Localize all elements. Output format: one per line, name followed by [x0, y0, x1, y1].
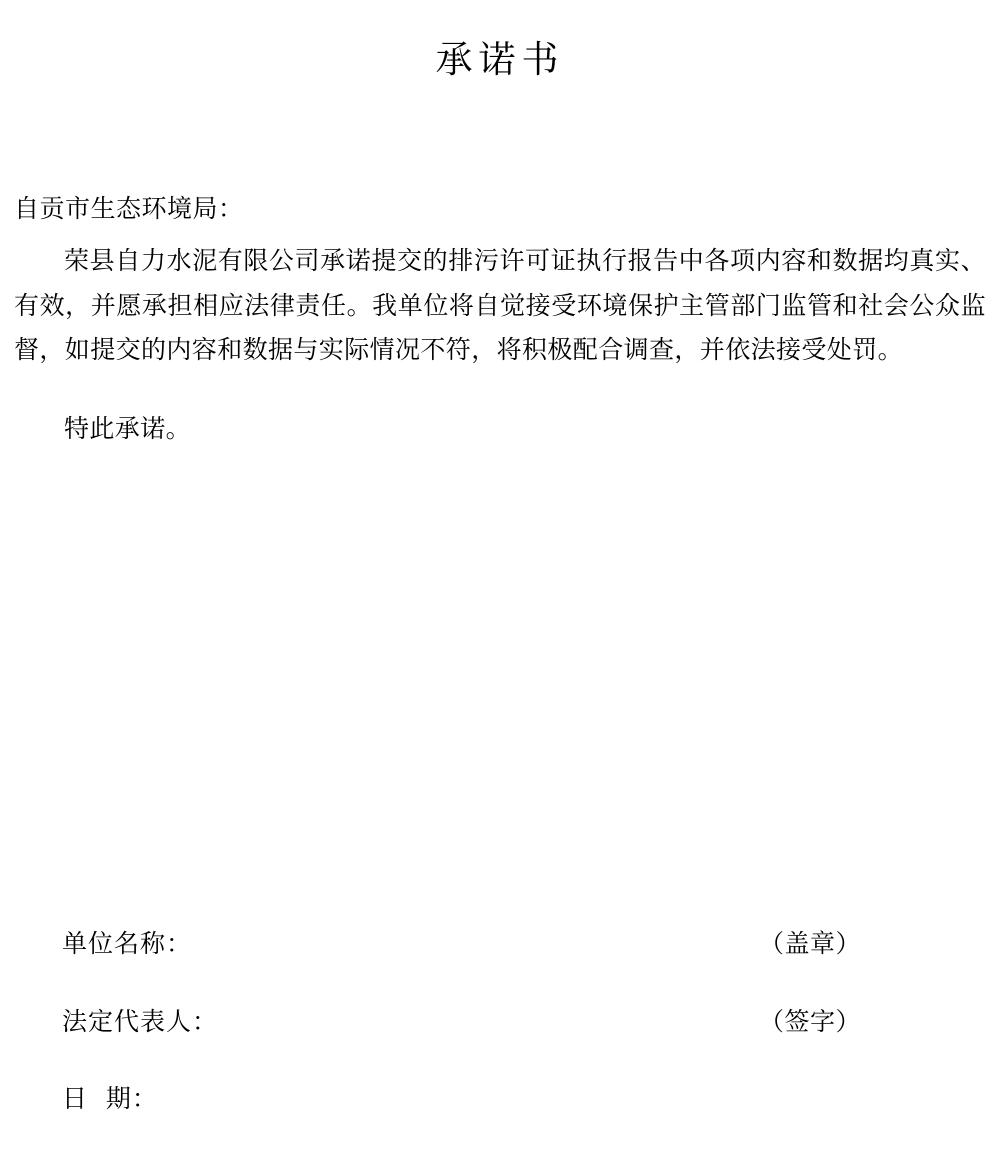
closing-paragraph: 特此承诺。: [64, 413, 192, 443]
unit-name-seal-note: （盖章）: [759, 929, 862, 958]
legal-rep-label: 法定代表人：: [62, 1006, 219, 1036]
legal-rep-row: [14, 1003, 986, 1041]
body-paragraph: 荣县自力水泥有限公司承诺提交的排污许可证执行报告中各项内容和数据均真实、有效，并愿承担相应法律责任。我单位将自觉接受环境保护主管部门监管和社会公众监督，如提交的内容和数据与实际情况不符，将积极配合调查，并依法接受处罚。: [14, 246, 986, 365]
unit-name-label: 单位名称：: [62, 929, 193, 958]
page-title: 承诺书: [435, 38, 565, 81]
date-row: [14, 1080, 986, 1118]
legal-rep-signature-note: （签字）: [759, 1006, 862, 1036]
salutation-line: 自贡市生态环境局：: [14, 193, 244, 223]
unit-name-row: [14, 925, 986, 963]
signature-block: [14, 925, 986, 1118]
date-label: 日 期：: [62, 1084, 158, 1113]
